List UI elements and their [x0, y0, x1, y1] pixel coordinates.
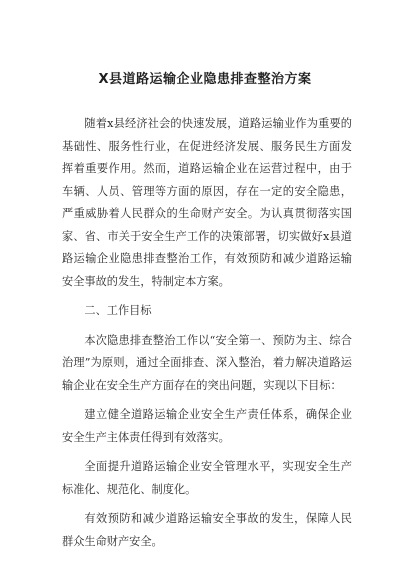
document-body — [62, 113, 352, 560]
goal-item-2: 全面提升道路运输企业安全管理水平，实现安全生产标准化、规范化、制度化。 — [62, 460, 352, 496]
intro-paragraph: 随着x县经济社会的快速发展，道路运输业作为重要的基础性、服务性行业，在促进经济发展、服务民生方面发挥着重要作用。然而，道路运输企业在运营过程中，由于车辆、人员、管理等方面的原因，存在一定的安全隐患，严重威胁着人民群众的生命财产安全。为认真贯彻落实国家、省、市关于安全生产工作的决策部署，切实做好x县道路运输企业隐患排查整治工作，有效预防和减少道路运输安全事故的发生，特制定本方案。 — [62, 117, 352, 288]
document-title: X县道路运输企业隐患排查整治方案 — [98, 72, 312, 87]
goal-item-1: 建立健全道路运输企业安全生产责任体系，确保企业安全生产主体责任得到有效落实。 — [62, 408, 352, 444]
goal-item-3: 有效预防和减少道路运输安全事故的发生，保障人民群众生命财产安全。 — [62, 512, 352, 548]
section-heading-goals: 二、工作目标 — [84, 304, 152, 317]
goals-paragraph: 本次隐患排查整治工作以“安全第一、预防为主、综合治理”为原则，通过全面排查、深入整治，着力解决道路运输企业在安全生产方面存在的突出问题，实现以下目标： — [62, 333, 352, 392]
